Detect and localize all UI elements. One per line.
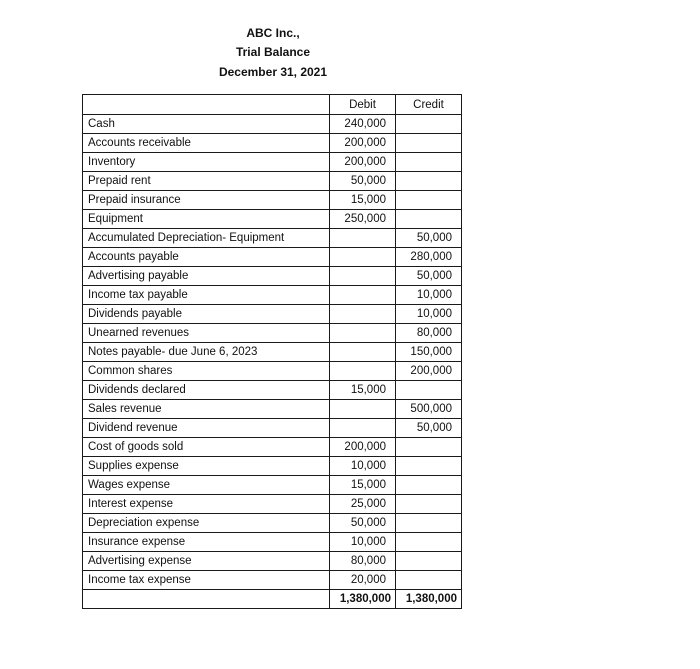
- table-row: [83, 229, 462, 248]
- table-row: [83, 514, 462, 533]
- company-name: ABC Inc.,: [246, 26, 300, 40]
- account-name-cell: Sales revenue: [83, 400, 330, 419]
- debit-cell: [330, 286, 396, 305]
- table-row: [83, 286, 462, 305]
- account-name-cell: Accounts receivable: [83, 134, 330, 153]
- credit-cell: 280,000: [396, 248, 462, 267]
- debit-cell: [330, 362, 396, 381]
- credit-cell: 50,000: [396, 267, 462, 286]
- debit-cell: [330, 400, 396, 419]
- table-row: [83, 324, 462, 343]
- totals-row: [83, 590, 462, 609]
- credit-cell: [396, 210, 462, 229]
- debit-cell: [330, 343, 396, 362]
- account-name-cell: Notes payable- due June 6, 2023: [83, 343, 330, 362]
- table-row: [83, 552, 462, 571]
- debit-cell: 50,000: [330, 172, 396, 191]
- table-row: [83, 210, 462, 229]
- table-row: [83, 343, 462, 362]
- debit-cell: 25,000: [330, 495, 396, 514]
- table-row: [83, 438, 462, 457]
- credit-cell: 500,000: [396, 400, 462, 419]
- table-row: [83, 571, 462, 590]
- credit-cell: [396, 134, 462, 153]
- debit-cell: 80,000: [330, 552, 396, 571]
- debit-cell: [330, 305, 396, 324]
- table-row: [83, 495, 462, 514]
- table-row: [83, 476, 462, 495]
- table-row: [83, 134, 462, 153]
- table-header-row: [83, 95, 462, 115]
- account-name-cell: Inventory: [83, 153, 330, 172]
- credit-cell: 200,000: [396, 362, 462, 381]
- account-name-cell: Prepaid insurance: [83, 191, 330, 210]
- trial-balance-table: [82, 94, 462, 609]
- credit-cell: 10,000: [396, 286, 462, 305]
- debit-cell: [330, 267, 396, 286]
- account-name-cell: Prepaid rent: [83, 172, 330, 191]
- account-name-cell: Income tax payable: [83, 286, 330, 305]
- credit-cell: [396, 153, 462, 172]
- account-name-cell: Unearned revenues: [83, 324, 330, 343]
- account-name-cell: Advertising expense: [83, 552, 330, 571]
- credit-cell: 50,000: [396, 419, 462, 438]
- credit-cell: [396, 115, 462, 134]
- table-row: [83, 457, 462, 476]
- account-name-cell: Supplies expense: [83, 457, 330, 476]
- debit-cell: 200,000: [330, 438, 396, 457]
- table-row: [83, 267, 462, 286]
- debit-cell: 20,000: [330, 571, 396, 590]
- table-row: [83, 305, 462, 324]
- table-row: [83, 153, 462, 172]
- account-name-cell: Income tax expense: [83, 571, 330, 590]
- table-row: [83, 115, 462, 134]
- debit-cell: 10,000: [330, 457, 396, 476]
- total-debit: 1,380,000: [330, 590, 396, 609]
- credit-cell: [396, 457, 462, 476]
- table-row: [83, 381, 462, 400]
- account-name-cell: Wages expense: [83, 476, 330, 495]
- credit-cell: [396, 476, 462, 495]
- account-name-cell: Cash: [83, 115, 330, 134]
- table-row: [83, 419, 462, 438]
- credit-cell: 50,000: [396, 229, 462, 248]
- credit-cell: [396, 514, 462, 533]
- credit-cell: 10,000: [396, 305, 462, 324]
- credit-cell: [396, 172, 462, 191]
- table-row: [83, 533, 462, 552]
- account-header-cell: [83, 95, 330, 115]
- table-row: [83, 248, 462, 267]
- account-name-cell: Dividends declared: [83, 381, 330, 400]
- debit-header: Debit: [330, 95, 396, 115]
- debit-cell: 200,000: [330, 134, 396, 153]
- debit-cell: 15,000: [330, 381, 396, 400]
- table-row: [83, 362, 462, 381]
- account-name-cell: Insurance expense: [83, 533, 330, 552]
- credit-cell: 150,000: [396, 343, 462, 362]
- total-credit: 1,380,000: [396, 590, 462, 609]
- credit-cell: [396, 438, 462, 457]
- credit-cell: [396, 552, 462, 571]
- debit-cell: 10,000: [330, 533, 396, 552]
- account-name-cell: Interest expense: [83, 495, 330, 514]
- table-row: [83, 191, 462, 210]
- report-title: Trial Balance: [235, 45, 311, 59]
- debit-cell: [330, 229, 396, 248]
- account-name-cell: Dividends payable: [83, 305, 330, 324]
- account-name-cell: Common shares: [83, 362, 330, 381]
- account-name-cell: Depreciation expense: [83, 514, 330, 533]
- debit-cell: 250,000: [330, 210, 396, 229]
- credit-cell: 80,000: [396, 324, 462, 343]
- totals-label-cell: [83, 590, 330, 609]
- account-name-cell: Equipment: [83, 210, 330, 229]
- account-name-cell: Accounts payable: [83, 248, 330, 267]
- debit-cell: [330, 419, 396, 438]
- account-name-cell: Advertising payable: [83, 267, 330, 286]
- account-name-cell: Accumulated Depreciation- Equipment: [83, 229, 330, 248]
- debit-cell: 15,000: [330, 476, 396, 495]
- credit-cell: [396, 381, 462, 400]
- debit-cell: [330, 324, 396, 343]
- credit-cell: [396, 495, 462, 514]
- table-row: [83, 400, 462, 419]
- credit-cell: [396, 571, 462, 590]
- report-date: December 31, 2021: [218, 65, 328, 79]
- debit-cell: 50,000: [330, 514, 396, 533]
- debit-cell: 200,000: [330, 153, 396, 172]
- table-row: [83, 172, 462, 191]
- debit-cell: 15,000: [330, 191, 396, 210]
- credit-header: Credit: [396, 95, 462, 115]
- credit-cell: [396, 533, 462, 552]
- debit-cell: [330, 248, 396, 267]
- account-name-cell: Cost of goods sold: [83, 438, 330, 457]
- account-name-cell: Dividend revenue: [83, 419, 330, 438]
- credit-cell: [396, 191, 462, 210]
- debit-cell: 240,000: [330, 115, 396, 134]
